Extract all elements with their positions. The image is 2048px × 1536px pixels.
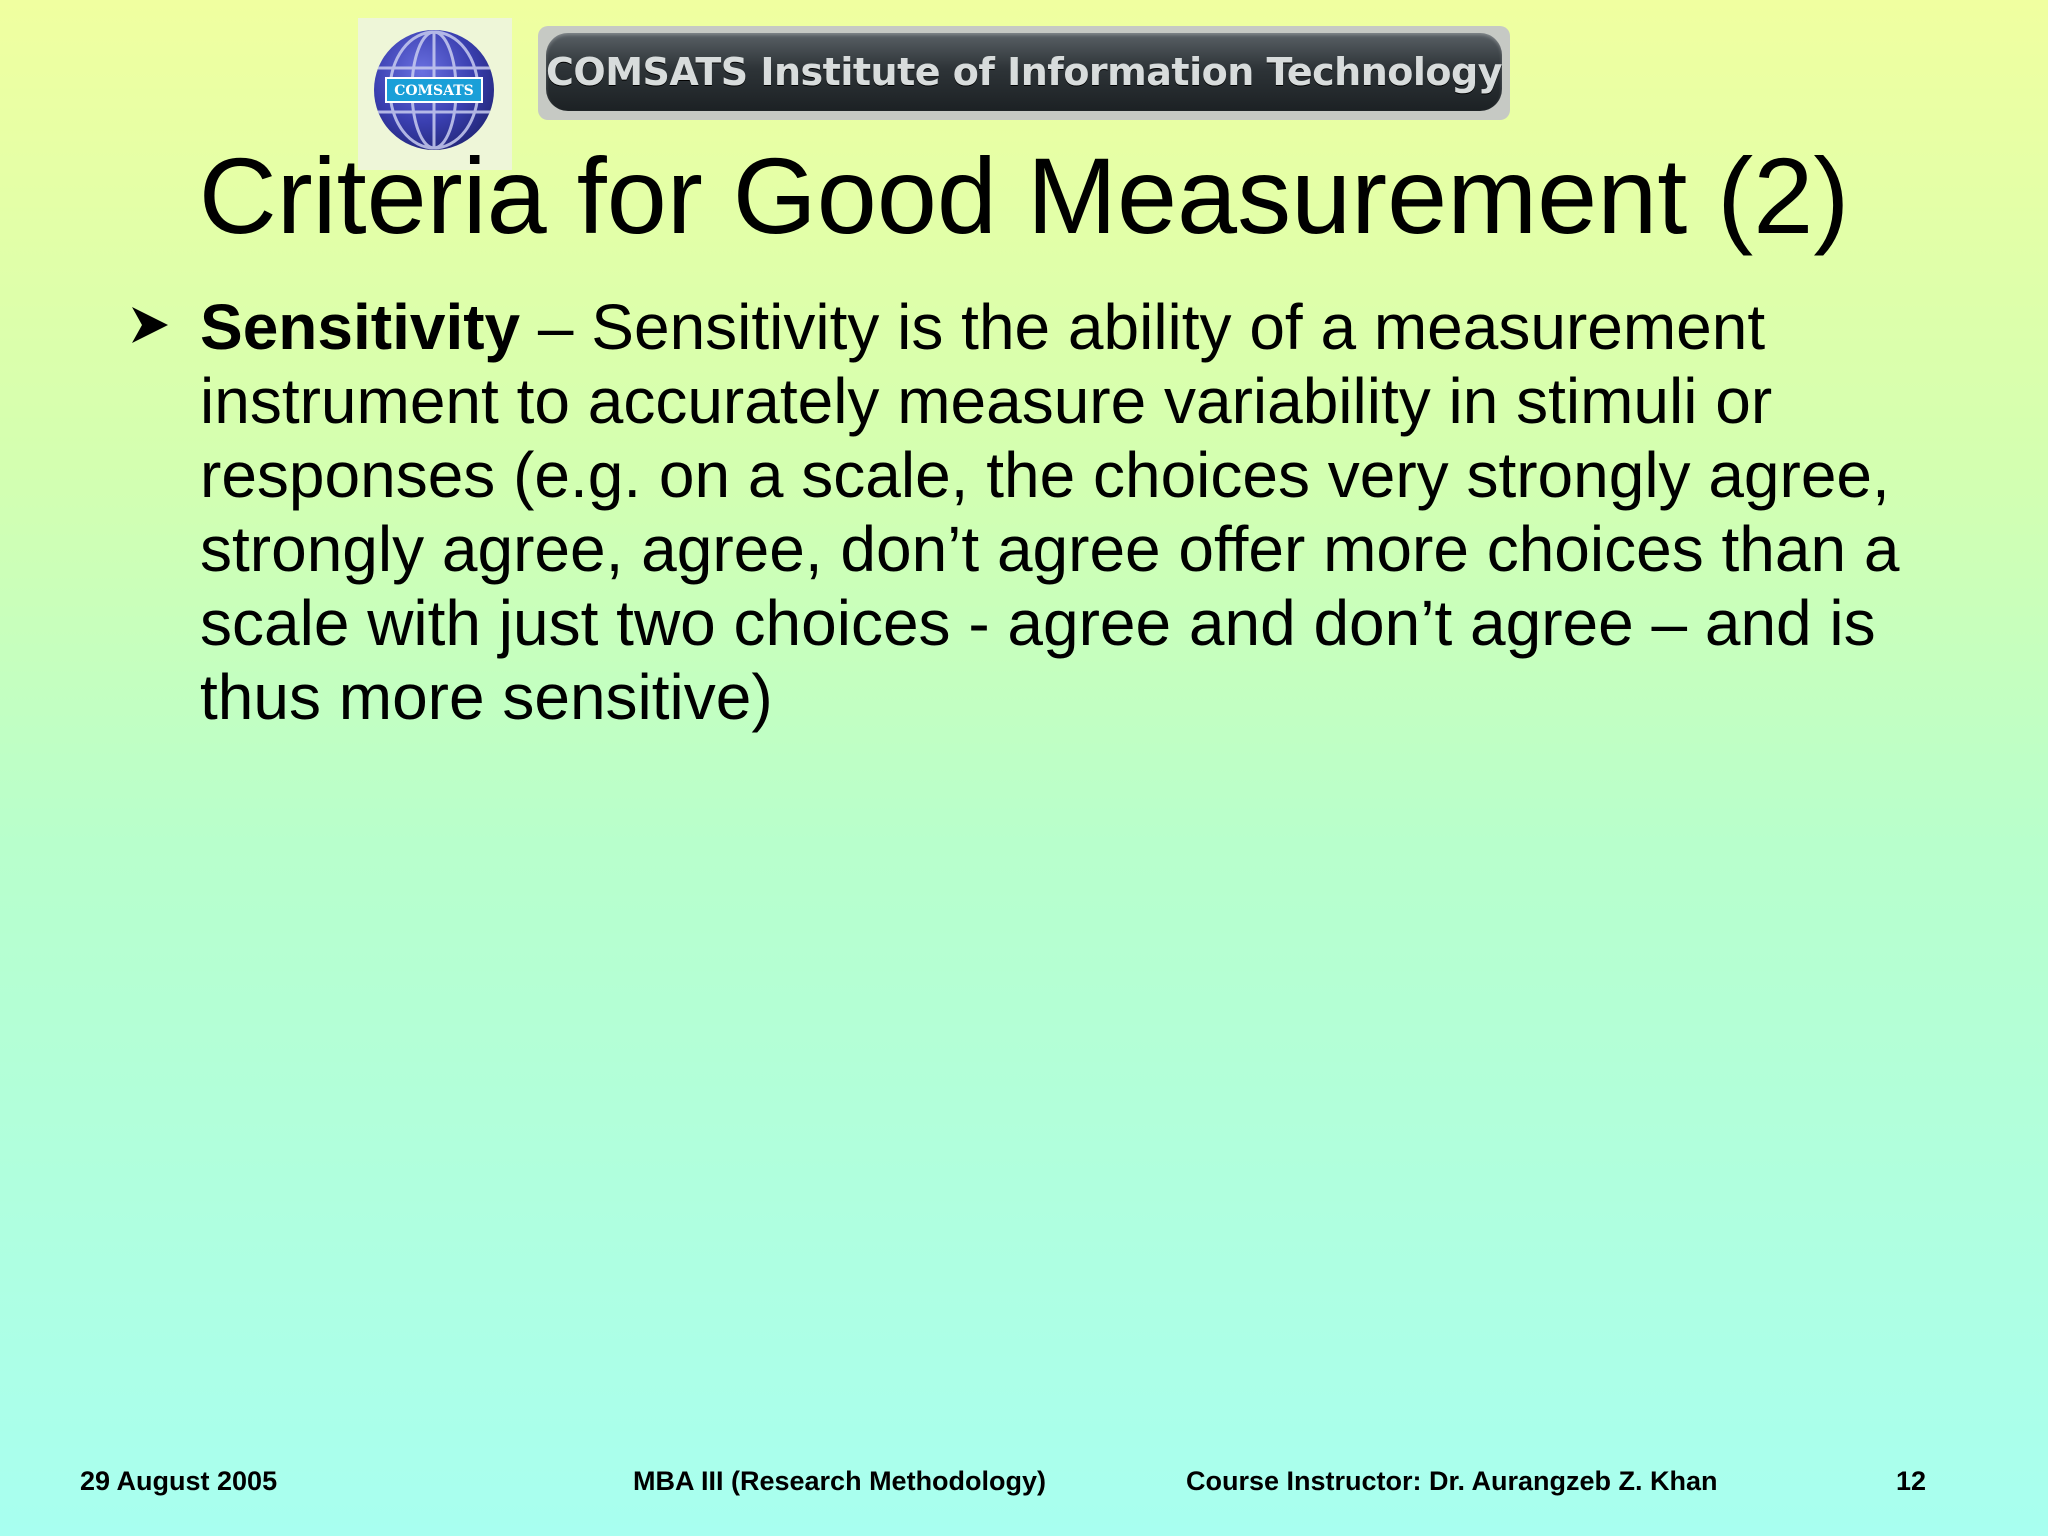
bullet-text [200, 290, 1960, 734]
institute-banner [538, 26, 1510, 120]
banner-text: COMSATS Institute of Information Technology [546, 50, 1502, 94]
footer-course: MBA III (Research Methodology) [633, 1466, 1047, 1496]
bullet-term: Sensitivity [200, 291, 521, 363]
footer-page-number: 12 [1896, 1466, 1927, 1496]
logo-label: COMSATS [394, 83, 474, 99]
slide-title: Criteria for Good Measurement (2) [198, 135, 1850, 256]
footer-instructor: Course Instructor: Dr. Aurangzeb Z. Khan [1186, 1466, 1718, 1496]
arrowhead-bullet-icon [128, 304, 170, 346]
footer-date: 29 August 2005 [80, 1466, 278, 1496]
bullet-description: – Sensitivity is the ability of a measurement instrument to accurately measure variability in stimuli or responses (e.g. on a scale, the choices very strongly agree, strongly agree, agree, don’t agree offer more choices than a scale with just two choices - agree and don’t agree – and is thus more sensitive) [200, 291, 1900, 733]
